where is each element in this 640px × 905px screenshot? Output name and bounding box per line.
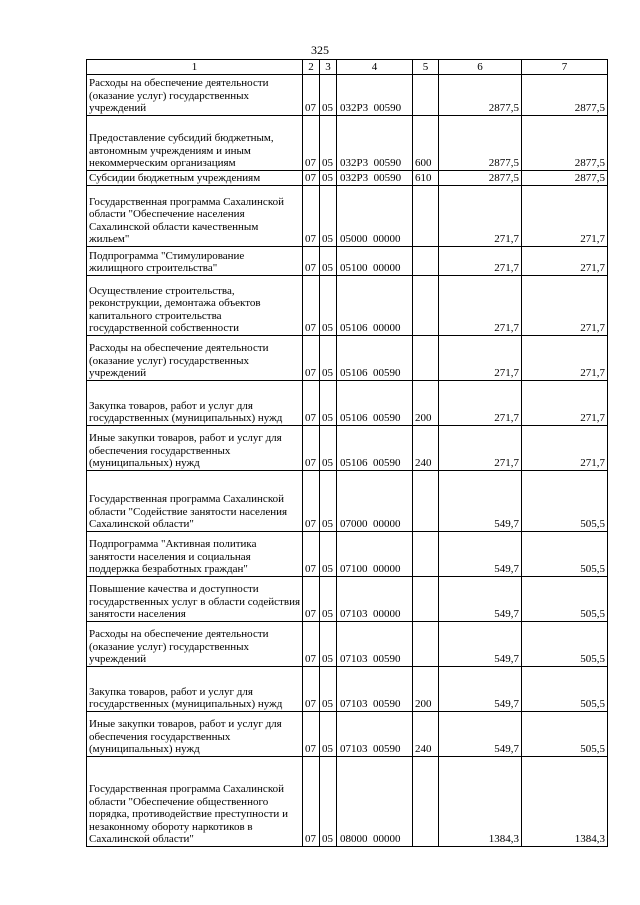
row-name: Субсидии бюджетным учреждениям <box>87 171 303 186</box>
row-name: Осуществление строительства, реконструкции, демонтажа объектов капитального строительства государственной собственности <box>87 276 303 336</box>
row-expense-type <box>413 471 439 532</box>
row-name: Подпрограмма "Стимулирование жилищного строительства" <box>87 247 303 276</box>
row-section: 07 <box>303 712 320 757</box>
row-subsection: 05 <box>320 757 337 847</box>
row-target-code: 07000 00000 <box>337 471 413 532</box>
row-name: Государственная программа Сахалинской области "Обеспечение общественного порядка, противодействие преступности и незаконному обороту наркотиков в Сахалинской области" <box>87 757 303 847</box>
row-value-7: 271,7 <box>522 426 608 471</box>
row-section: 07 <box>303 426 320 471</box>
row-value-6: 271,7 <box>439 276 522 336</box>
row-expense-type: 240 <box>413 426 439 471</box>
row-section: 07 <box>303 336 320 381</box>
row-expense-type <box>413 186 439 247</box>
row-subsection: 05 <box>320 276 337 336</box>
row-expense-type: 600 <box>413 116 439 171</box>
row-section: 07 <box>303 381 320 426</box>
table-row <box>87 75 608 116</box>
row-value-6: 271,7 <box>439 381 522 426</box>
row-subsection: 05 <box>320 712 337 757</box>
row-value-7: 271,7 <box>522 381 608 426</box>
row-target-code: 05106 00590 <box>337 426 413 471</box>
row-name: Закупка товаров, работ и услуг для государственных (муниципальных) нужд <box>87 667 303 712</box>
row-subsection: 05 <box>320 577 337 622</box>
row-value-6: 549,7 <box>439 667 522 712</box>
budget-table <box>86 59 608 847</box>
row-subsection: 05 <box>320 471 337 532</box>
row-value-6: 271,7 <box>439 186 522 247</box>
table-row <box>87 171 608 186</box>
table-row <box>87 471 608 532</box>
row-expense-type: 610 <box>413 171 439 186</box>
row-section: 07 <box>303 247 320 276</box>
row-name: Закупка товаров, работ и услуг для государственных (муниципальных) нужд <box>87 381 303 426</box>
row-name: Расходы на обеспечение деятельности (оказание услуг) государственных учреждений <box>87 622 303 667</box>
row-section: 07 <box>303 75 320 116</box>
row-section: 07 <box>303 577 320 622</box>
row-value-7: 505,5 <box>522 577 608 622</box>
row-target-code: 032Р3 00590 <box>337 75 413 116</box>
table-row <box>87 247 608 276</box>
table-row <box>87 276 608 336</box>
row-section: 07 <box>303 622 320 667</box>
row-name: Иные закупки товаров, работ и услуг для обеспечения государственных (муниципальных) нужд <box>87 712 303 757</box>
row-name: Иные закупки товаров, работ и услуг для обеспечения государственных (муниципальных) нужд <box>87 426 303 471</box>
row-subsection: 05 <box>320 247 337 276</box>
row-target-code: 08000 00000 <box>337 757 413 847</box>
row-name: Повышение качества и доступности государственных услуг в области содействия занятости населения <box>87 577 303 622</box>
row-subsection: 05 <box>320 426 337 471</box>
row-expense-type <box>413 75 439 116</box>
row-value-7: 505,5 <box>522 712 608 757</box>
row-expense-type: 240 <box>413 712 439 757</box>
row-section: 07 <box>303 116 320 171</box>
row-target-code: 07103 00590 <box>337 622 413 667</box>
row-section: 07 <box>303 757 320 847</box>
row-subsection: 05 <box>320 381 337 426</box>
table-row <box>87 757 608 847</box>
header-row <box>87 60 608 75</box>
row-expense-type: 200 <box>413 381 439 426</box>
row-subsection: 05 <box>320 75 337 116</box>
row-target-code: 07103 00000 <box>337 577 413 622</box>
row-target-code: 07103 00590 <box>337 667 413 712</box>
row-target-code: 05000 00000 <box>337 186 413 247</box>
row-section: 07 <box>303 186 320 247</box>
page-number: 325 <box>311 43 329 57</box>
row-section: 07 <box>303 276 320 336</box>
row-expense-type <box>413 757 439 847</box>
row-value-7: 271,7 <box>522 186 608 247</box>
row-expense-type: 200 <box>413 667 439 712</box>
row-value-6: 2877,5 <box>439 171 522 186</box>
row-expense-type <box>413 622 439 667</box>
col-header-1: 1 <box>87 60 303 75</box>
row-value-6: 271,7 <box>439 247 522 276</box>
row-value-7: 505,5 <box>522 532 608 577</box>
row-value-7: 505,5 <box>522 667 608 712</box>
row-name: Предоставление субсидий бюджетным, автономным учреждениям и иным некоммерческим организациям <box>87 116 303 171</box>
table-row <box>87 532 608 577</box>
row-value-6: 271,7 <box>439 336 522 381</box>
row-value-6: 549,7 <box>439 532 522 577</box>
row-name: Государственная программа Сахалинской области "Обеспечение населения Сахалинской области качественным жильем" <box>87 186 303 247</box>
row-target-code: 032Р3 00590 <box>337 171 413 186</box>
row-name: Подпрограмма "Активная политика занятости населения и социальная поддержка безработных граждан" <box>87 532 303 577</box>
row-value-7: 505,5 <box>522 622 608 667</box>
row-value-7: 271,7 <box>522 276 608 336</box>
row-value-7: 505,5 <box>522 471 608 532</box>
row-value-7: 271,7 <box>522 336 608 381</box>
row-expense-type <box>413 336 439 381</box>
row-target-code: 05106 00590 <box>337 381 413 426</box>
row-value-7: 2877,5 <box>522 171 608 186</box>
col-header-3: 3 <box>320 60 337 75</box>
row-subsection: 05 <box>320 667 337 712</box>
row-value-7: 1384,3 <box>522 757 608 847</box>
row-value-7: 2877,5 <box>522 75 608 116</box>
row-subsection: 05 <box>320 116 337 171</box>
col-header-7: 7 <box>522 60 608 75</box>
row-section: 07 <box>303 471 320 532</box>
table-row <box>87 186 608 247</box>
table-row <box>87 667 608 712</box>
row-value-6: 549,7 <box>439 577 522 622</box>
row-name: Государственная программа Сахалинской области "Содействие занятости населения Сахалинской области" <box>87 471 303 532</box>
row-target-code: 05106 00590 <box>337 336 413 381</box>
row-expense-type <box>413 276 439 336</box>
col-header-5: 5 <box>413 60 439 75</box>
row-value-6: 549,7 <box>439 471 522 532</box>
row-value-6: 271,7 <box>439 426 522 471</box>
row-value-7: 2877,5 <box>522 116 608 171</box>
row-subsection: 05 <box>320 532 337 577</box>
table-row <box>87 622 608 667</box>
row-value-6: 549,7 <box>439 622 522 667</box>
table-row <box>87 426 608 471</box>
row-section: 07 <box>303 171 320 186</box>
table-row <box>87 712 608 757</box>
table-row <box>87 336 608 381</box>
row-target-code: 07103 00590 <box>337 712 413 757</box>
table-row <box>87 116 608 171</box>
row-expense-type <box>413 532 439 577</box>
row-value-6: 2877,5 <box>439 75 522 116</box>
row-target-code: 032Р3 00590 <box>337 116 413 171</box>
row-subsection: 05 <box>320 622 337 667</box>
row-target-code: 05100 00000 <box>337 247 413 276</box>
row-subsection: 05 <box>320 186 337 247</box>
row-target-code: 07100 00000 <box>337 532 413 577</box>
table-row <box>87 381 608 426</box>
col-header-2: 2 <box>303 60 320 75</box>
row-subsection: 05 <box>320 171 337 186</box>
col-header-4: 4 <box>337 60 413 75</box>
row-target-code: 05106 00000 <box>337 276 413 336</box>
row-expense-type <box>413 247 439 276</box>
row-name: Расходы на обеспечение деятельности (оказание услуг) государственных учреждений <box>87 75 303 116</box>
row-subsection: 05 <box>320 336 337 381</box>
row-name: Расходы на обеспечение деятельности (оказание услуг) государственных учреждений <box>87 336 303 381</box>
row-value-6: 2877,5 <box>439 116 522 171</box>
row-section: 07 <box>303 532 320 577</box>
row-expense-type <box>413 577 439 622</box>
table-row <box>87 577 608 622</box>
row-value-7: 271,7 <box>522 247 608 276</box>
col-header-6: 6 <box>439 60 522 75</box>
row-value-6: 1384,3 <box>439 757 522 847</box>
row-section: 07 <box>303 667 320 712</box>
row-value-6: 549,7 <box>439 712 522 757</box>
